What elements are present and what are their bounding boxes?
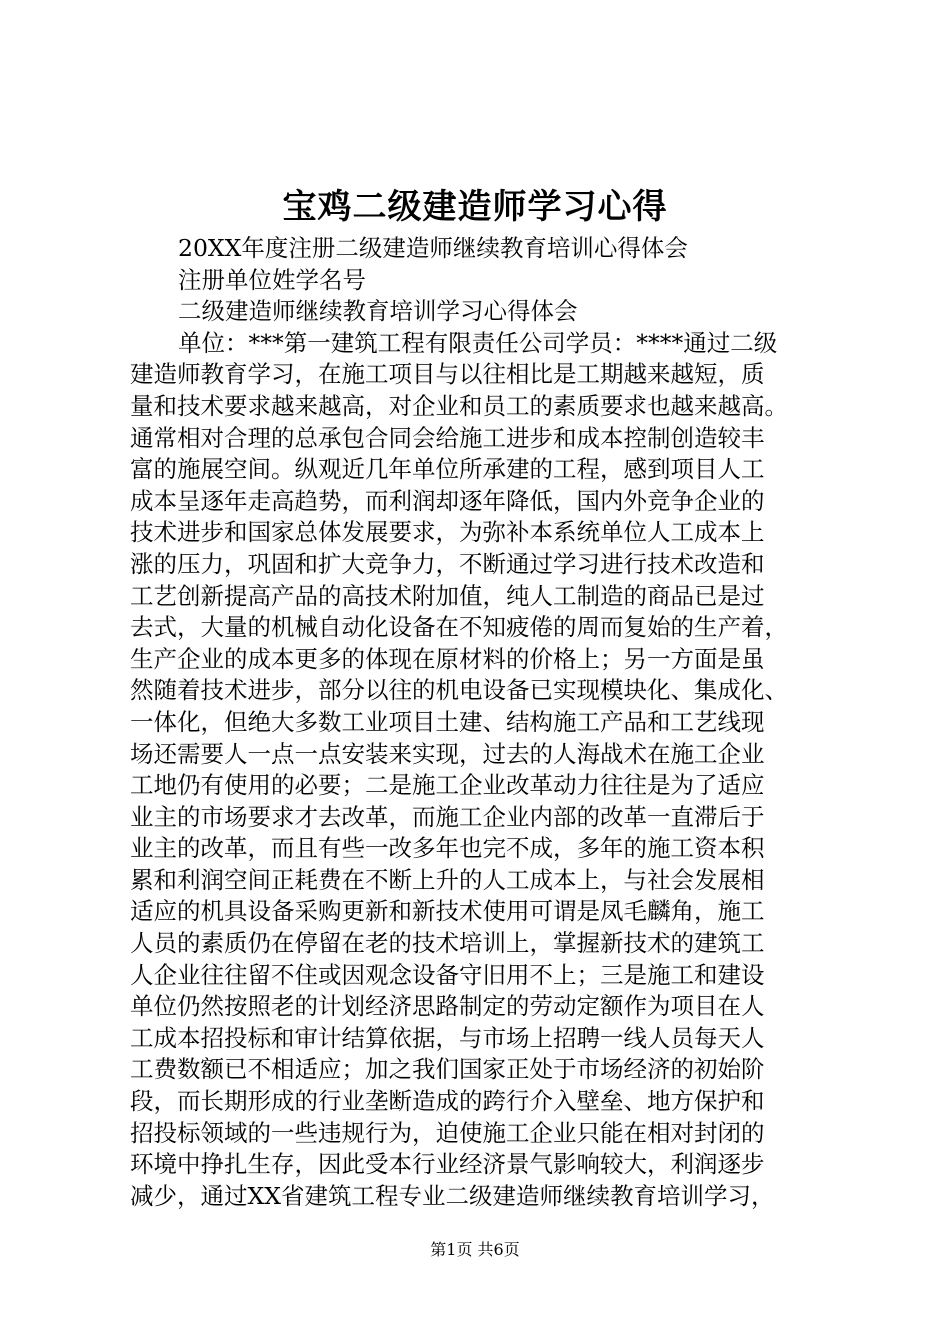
body-text-line: 注册单位姓学名号 [178,265,366,294]
body-text-line: 成本呈逐年走高趋势，而利润却逐年降低，国内外竞争企业的 [130,486,765,515]
body-text-line: 业主的改革，而且有些一改多年也完不成，多年的施工资本积 [130,834,765,863]
body-text-line: 涨的压力，巩固和扩大竞争力，不断通过学习进行技术改造和 [130,549,765,578]
body-text-line: 工费数额已不相适应；加之我们国家正处于市场经济的初始阶 [130,1055,765,1084]
body-text-line: 生产企业的成本更多的体现在原材料的价格上；另一方面是虽 [130,644,765,673]
body-text-line: 二级建造师继续教育培训学习心得体会 [178,297,578,326]
body-text-line: 20XX年度注册二级建造师继续教育培训心得体会 [178,234,688,262]
body-text-line: 量和技术要求越来越高，对企业和员工的素质要求也越来越高。 [130,391,788,420]
body-text-line: 段，而长期形成的行业垄断造成的跨行介入壁垒、地方保护和 [130,1087,765,1116]
body-text-line: 工成本招投标和审计结算依据，与市场上招聘一线人员每天人 [130,1023,765,1052]
body-text-line: 减少，通过XX省建筑工程专业二级建造师继续教育培训学习， [130,1181,775,1210]
body-text-line: 业主的市场要求才去改革，而施工企业内部的改革一直滞后于 [130,802,765,831]
body-text-line: 技术进步和国家总体发展要求，为弥补本系统单位人工成本上 [130,518,765,547]
body-text-line: 累和利润空间正耗费在不断上升的人工成本上，与社会发展相 [130,865,765,894]
body-text-line: 人员的素质仍在停留在老的技术培训上，掌握新技术的建筑工 [130,929,765,958]
body-text-line: 工地仍有使用的必要；二是施工企业改革动力往往是为了适应 [130,771,765,800]
body-text-line: 单位：***第一建筑工程有限责任公司学员：****通过二级 [178,328,778,357]
body-text-line: 适应的机具设备采购更新和新技术使用可谓是凤毛麟角，施工 [130,897,765,926]
body-text-line: 人企业往往留不住或因观念设备守旧用不上；三是施工和建设 [130,960,765,989]
body-text-line: 建造师教育学习，在施工项目与以往相比是工期越来越短，质 [130,360,765,389]
body-text-line: 招投标领域的一些违规行为，迫使施工企业只能在相对封闭的 [130,1118,765,1147]
body-text-line: 通常相对合理的总承包合同会给施工进步和成本控制创造较丰 [130,423,765,452]
body-text-line: 单位仍然按照老的计划经济思路制定的劳动定额作为项目在人 [130,992,765,1021]
document-title: 宝鸡二级建造师学习心得 [282,187,668,227]
body-text-line: 工艺创新提高产品的高技术附加值，纯人工制造的商品已是过 [130,581,765,610]
body-text-line: 去式，大量的机械自动化设备在不知疲倦的周而复始的生产着， [130,613,788,642]
page-footer: 第1页 共6页 [430,1240,520,1259]
body-text-line: 一体化，但绝大多数工业项目土建、结构施工产品和工艺线现 [130,707,765,736]
body-text-line: 场还需要人一点一点安装来实现，过去的人海战术在施工企业 [130,739,765,768]
document-body [130,233,870,1212]
body-text-line: 环境中挣扎生存，因此受本行业经济景气影响较大，利润逐步 [130,1150,765,1179]
body-text-line: 富的施展空间。纵观近几年单位所承建的工程，感到项目人工 [130,455,765,484]
body-text-line: 然随着技术进步，部分以往的机电设备已实现模块化、集成化、 [130,676,788,705]
